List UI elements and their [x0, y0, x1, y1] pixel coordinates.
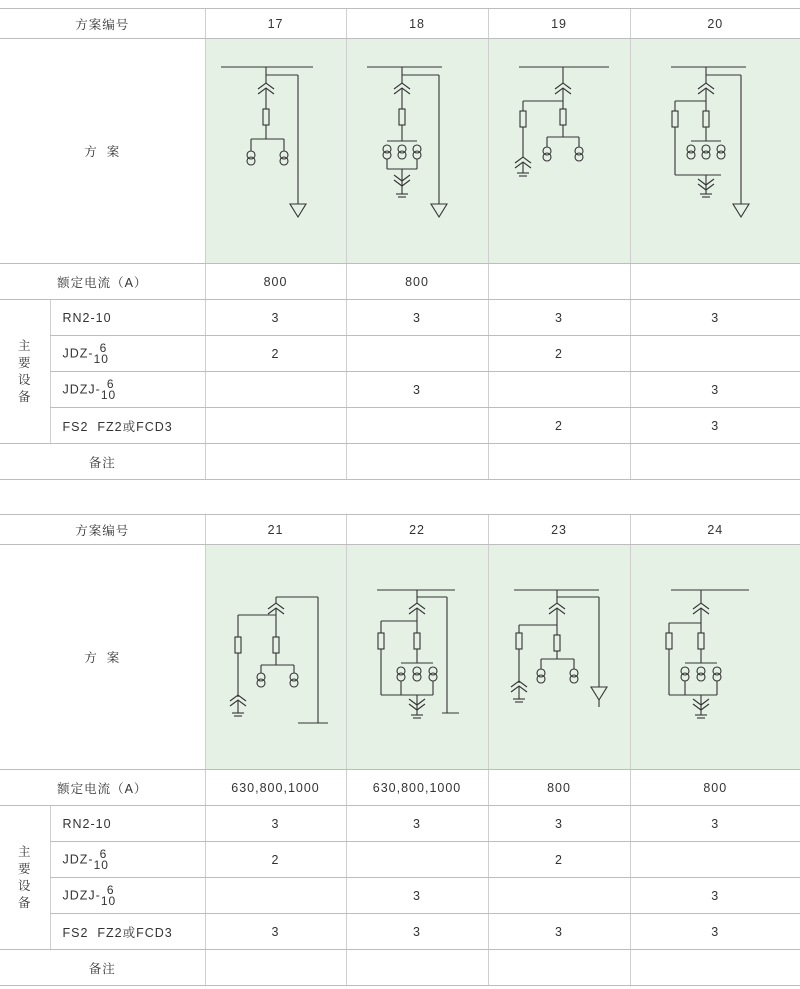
jdzj-label: JDZJ- 6 10	[50, 372, 205, 408]
remarks-value	[346, 444, 488, 480]
rated-current-value: 630,800,1000	[346, 770, 488, 806]
scheme-diagram-23	[488, 545, 630, 770]
scheme-number: 23	[488, 515, 630, 545]
rn2-value: 3	[205, 806, 346, 842]
jdz-value: 2	[488, 842, 630, 878]
rated-current-value	[630, 264, 800, 300]
rn2-label: RN2-10	[50, 806, 205, 842]
rn2-value: 3	[630, 300, 800, 336]
jdz-value	[630, 336, 800, 372]
rated-current-label: 额定电流（A）	[0, 770, 205, 806]
scheme-no-label: 方案编号	[0, 515, 205, 545]
fs2-value	[346, 408, 488, 444]
rated-current-value: 800	[488, 770, 630, 806]
remarks-value	[205, 444, 346, 480]
scheme-diagram-18	[346, 39, 488, 264]
jdzj-value: 3	[630, 372, 800, 408]
scheme-diagram-19	[488, 39, 630, 264]
jdzj-value	[488, 372, 630, 408]
jdzj-label: JDZJ- 6 10	[50, 878, 205, 914]
jdz-value: 2	[205, 336, 346, 372]
remarks-value	[205, 950, 346, 986]
jdzj-value: 3	[630, 878, 800, 914]
jdzj-value	[205, 878, 346, 914]
rated-current-value: 800	[630, 770, 800, 806]
scheme-diagram-17	[205, 39, 346, 264]
main-equipment-label: 主要设备	[0, 806, 50, 950]
rated-current-value	[488, 264, 630, 300]
rn2-value: 3	[205, 300, 346, 336]
scheme-diagram-24	[630, 545, 800, 770]
remarks-value	[630, 444, 800, 480]
remarks-label: 备注	[0, 444, 205, 480]
rn2-value: 3	[488, 300, 630, 336]
jdzj-value: 3	[346, 878, 488, 914]
remarks-value	[630, 950, 800, 986]
rated-current-value: 800	[346, 264, 488, 300]
remarks-value	[488, 950, 630, 986]
jdz-label: JDZ- 6 10	[50, 336, 205, 372]
jdz-label: JDZ- 6 10	[50, 842, 205, 878]
scheme-no-label: 方案编号	[0, 9, 205, 39]
jdzj-value: 3	[346, 372, 488, 408]
fs2-value	[205, 408, 346, 444]
scheme-diagram-22	[346, 545, 488, 770]
scheme-diagram-20	[630, 39, 800, 264]
fs2-label: FS2 FZ2或FCD3	[50, 408, 205, 444]
scheme-number: 19	[488, 9, 630, 39]
fs2-value: 2	[488, 408, 630, 444]
rn2-value: 3	[346, 300, 488, 336]
fs2-value: 3	[205, 914, 346, 950]
rated-current-value: 800	[205, 264, 346, 300]
fs2-value: 3	[346, 914, 488, 950]
remarks-label: 备注	[0, 950, 205, 986]
scheme-table-1	[0, 8, 800, 480]
scheme-number: 17	[205, 9, 346, 39]
remarks-value	[346, 950, 488, 986]
rn2-label: RN2-10	[50, 300, 205, 336]
scheme-number: 24	[630, 515, 800, 545]
jdz-value	[346, 336, 488, 372]
rated-current-label: 额定电流（A）	[0, 264, 205, 300]
rn2-value: 3	[488, 806, 630, 842]
jdz-value	[630, 842, 800, 878]
scheme-number: 18	[346, 9, 488, 39]
scheme-label: 方 案	[0, 39, 205, 264]
fs2-value: 3	[630, 408, 800, 444]
fs2-value: 3	[488, 914, 630, 950]
fs2-label: FS2 FZ2或FCD3	[50, 914, 205, 950]
scheme-number: 22	[346, 515, 488, 545]
jdz-value	[346, 842, 488, 878]
scheme-label: 方 案	[0, 545, 205, 770]
rated-current-value: 630,800,1000	[205, 770, 346, 806]
jdz-value: 2	[205, 842, 346, 878]
rn2-value: 3	[346, 806, 488, 842]
scheme-number: 21	[205, 515, 346, 545]
main-equipment-label: 主要设备	[0, 300, 50, 444]
jdz-value: 2	[488, 336, 630, 372]
scheme-table-2	[0, 514, 800, 986]
jdzj-value	[205, 372, 346, 408]
rn2-value: 3	[630, 806, 800, 842]
scheme-number: 20	[630, 9, 800, 39]
remarks-value	[488, 444, 630, 480]
fs2-value: 3	[630, 914, 800, 950]
jdzj-value	[488, 878, 630, 914]
scheme-diagram-21	[205, 545, 346, 770]
